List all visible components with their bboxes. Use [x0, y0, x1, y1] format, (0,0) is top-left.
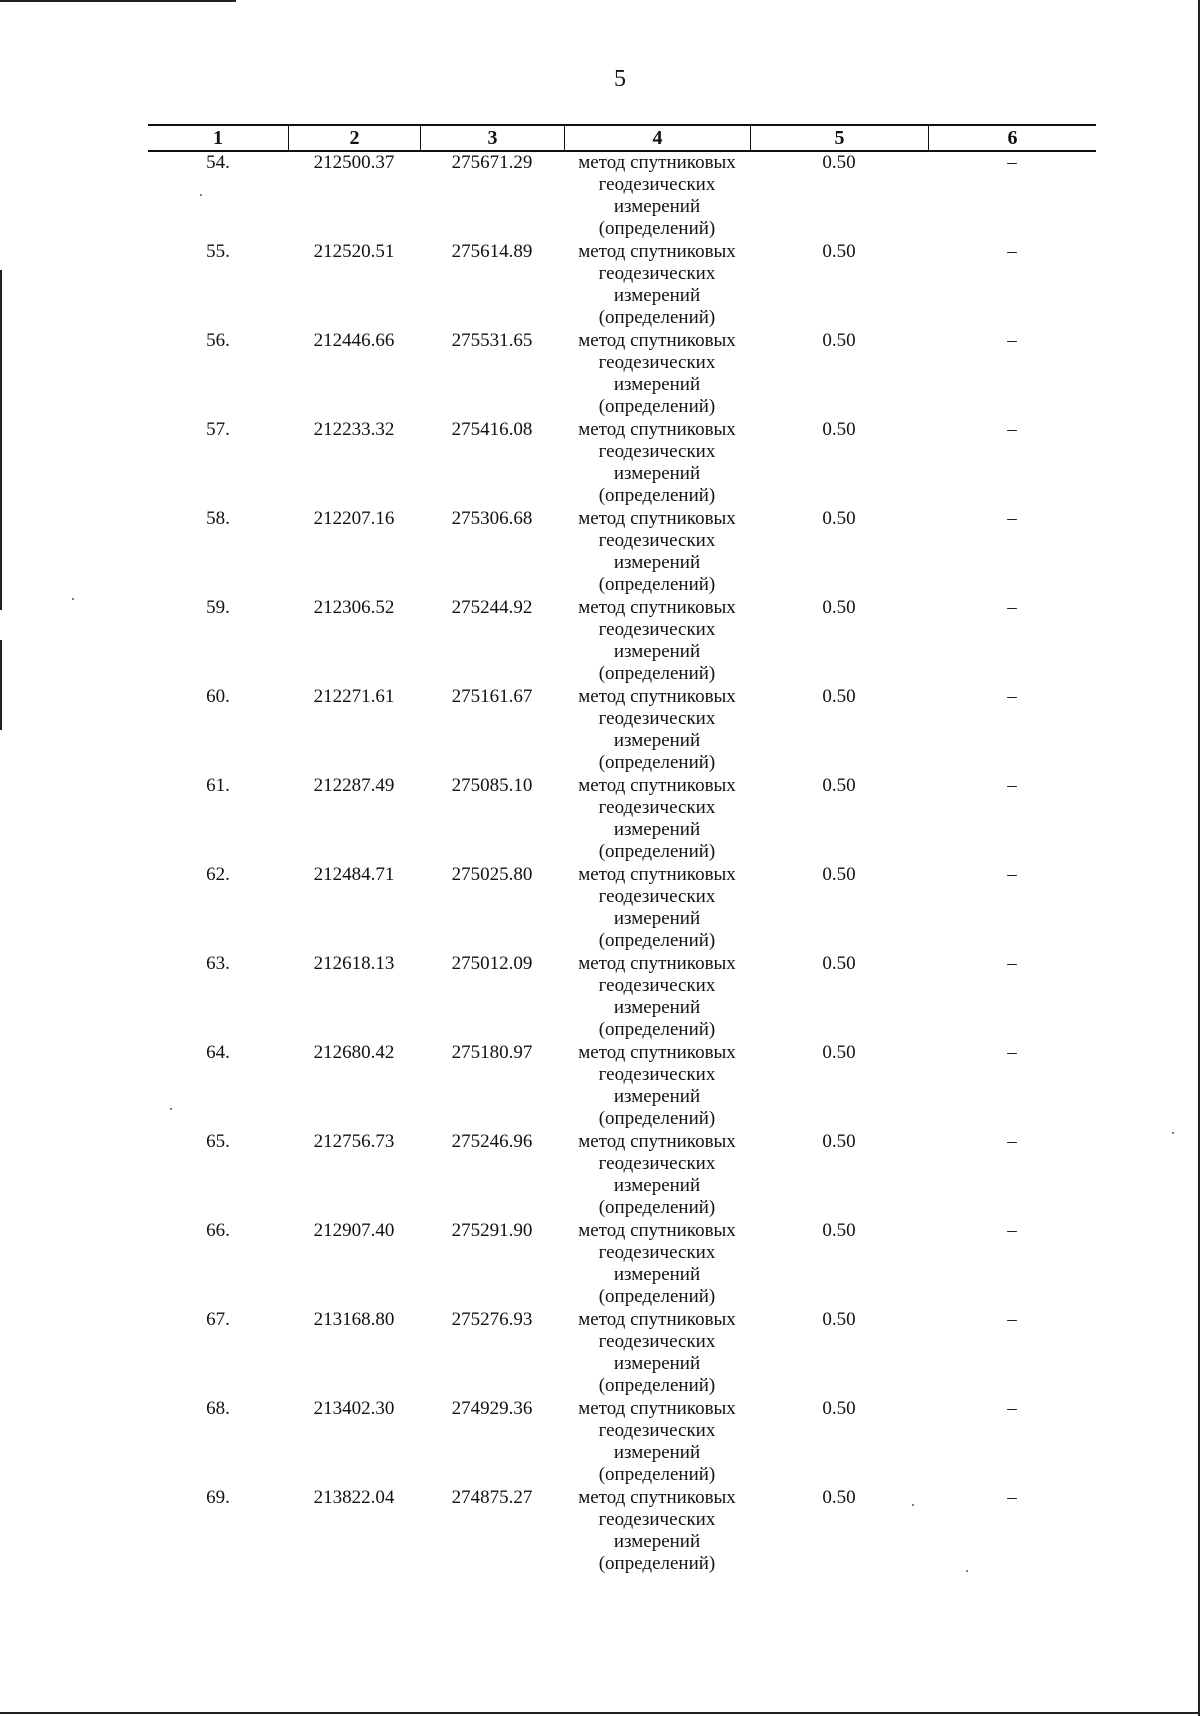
method-text-line: геодезических	[598, 975, 716, 996]
page-number: 5	[614, 66, 626, 92]
scan-speck	[170, 1108, 172, 1110]
method-text-line: геодезических	[598, 1153, 716, 1174]
table-row	[148, 1398, 1096, 1487]
coordinate-x: 212618.13	[313, 953, 395, 974]
method-text-line: (определений)	[598, 485, 716, 506]
method-cell	[564, 1398, 750, 1487]
scan-edge-left	[0, 270, 2, 610]
method-text-line: метод спутниковых	[578, 1309, 736, 1330]
method-text-line: геодезических	[598, 1509, 716, 1530]
coordinate-x: 212756.73	[313, 1131, 395, 1152]
point-number: 65.	[206, 1131, 230, 1152]
method-text-line: метод спутниковых	[578, 1220, 736, 1241]
method-text-line: (определений)	[598, 1553, 716, 1574]
method-text-line: метод спутниковых	[578, 152, 736, 173]
column-header-4: 4	[564, 126, 750, 150]
coordinate-x: 213402.30	[313, 1398, 395, 1419]
method-cell	[564, 330, 750, 419]
coordinate-y: 275276.93	[451, 1309, 533, 1330]
method-text-line: измерений	[613, 463, 701, 484]
method-cell	[564, 1042, 750, 1131]
point-number: 57.	[206, 419, 230, 440]
description-value: –	[1007, 241, 1017, 262]
method-cell	[564, 1220, 750, 1309]
coordinate-y: 275012.09	[451, 953, 533, 974]
point-number: 61.	[206, 775, 230, 796]
coordinate-y: 275671.29	[451, 152, 533, 173]
method-text-line: (определений)	[598, 1019, 716, 1040]
coordinate-x: 212500.37	[313, 152, 395, 173]
table-row	[148, 508, 1096, 597]
point-number: 56.	[206, 330, 230, 351]
method-text-line: геодезических	[598, 1064, 716, 1085]
description-value: –	[1007, 508, 1017, 529]
description-value: –	[1007, 953, 1017, 974]
method-text-line: измерений	[613, 285, 701, 306]
coordinate-x: 212233.32	[313, 419, 395, 440]
coordinate-y: 275025.80	[451, 864, 533, 885]
table-row	[148, 419, 1096, 508]
table-row	[148, 1487, 1096, 1576]
scan-edge-left-lower	[0, 640, 2, 730]
method-text-line: геодезических	[598, 530, 716, 551]
method-text-line: метод спутниковых	[578, 953, 736, 974]
description-value: –	[1007, 597, 1017, 618]
method-text-line: метод спутниковых	[578, 419, 736, 440]
method-text-line: (определений)	[598, 930, 716, 951]
coordinate-y: 275306.68	[451, 508, 533, 529]
description-value: –	[1007, 1309, 1017, 1330]
accuracy-value: 0.50	[822, 686, 856, 707]
method-text-line: геодезических	[598, 708, 716, 729]
method-cell	[564, 597, 750, 686]
method-text-line: геодезических	[598, 1242, 716, 1263]
table-row	[148, 1042, 1096, 1131]
method-text-line: (определений)	[598, 752, 716, 773]
method-text-line: (определений)	[598, 1464, 716, 1485]
column-header-2: 2	[288, 126, 420, 150]
method-cell	[564, 1487, 750, 1576]
coordinate-x: 213822.04	[313, 1487, 395, 1508]
method-text-line: (определений)	[598, 1108, 716, 1129]
point-number: 62.	[206, 864, 230, 885]
method-text-line: измерений	[613, 1086, 701, 1107]
method-text-line: измерений	[613, 730, 701, 751]
description-value: –	[1007, 419, 1017, 440]
method-text-line: метод спутниковых	[578, 1131, 736, 1152]
method-text-line: измерений	[613, 641, 701, 662]
point-number: 54.	[206, 152, 230, 173]
accuracy-value: 0.50	[822, 241, 856, 262]
method-text-line: метод спутниковых	[578, 1398, 736, 1419]
coordinates-table	[148, 124, 1096, 1576]
point-number: 66.	[206, 1220, 230, 1241]
coordinate-y: 275244.92	[451, 597, 533, 618]
scan-edge-bottom	[0, 1712, 1200, 1714]
method-text-line: (определений)	[598, 396, 716, 417]
method-text-line: геодезических	[598, 263, 716, 284]
method-text-line: измерений	[613, 374, 701, 395]
method-text-line: метод спутниковых	[578, 686, 736, 707]
method-cell	[564, 686, 750, 775]
method-text-line: метод спутниковых	[578, 1487, 736, 1508]
method-text-line: геодезических	[598, 797, 716, 818]
method-cell	[564, 1131, 750, 1220]
method-text-line: (определений)	[598, 574, 716, 595]
coordinate-x: 212484.71	[313, 864, 395, 885]
coordinate-x: 212520.51	[313, 241, 395, 262]
method-text-line: (определений)	[598, 663, 716, 684]
accuracy-value: 0.50	[822, 1220, 856, 1241]
method-cell	[564, 508, 750, 597]
method-text-line: метод спутниковых	[578, 241, 736, 262]
method-text-line: измерений	[613, 1531, 701, 1552]
method-text-line: метод спутниковых	[578, 330, 736, 351]
column-header-6: 6	[928, 126, 1096, 150]
method-cell	[564, 419, 750, 508]
table-body	[148, 152, 1096, 1576]
scan-speck	[200, 194, 202, 196]
table-row	[148, 1220, 1096, 1309]
table-header-row	[148, 124, 1096, 152]
accuracy-value: 0.50	[822, 597, 856, 618]
accuracy-value: 0.50	[822, 953, 856, 974]
coordinate-y: 275531.65	[451, 330, 533, 351]
description-value: –	[1007, 1220, 1017, 1241]
method-text-line: (определений)	[598, 218, 716, 239]
method-text-line: геодезических	[598, 174, 716, 195]
table-row	[148, 152, 1096, 241]
method-text-line: измерений	[613, 1175, 701, 1196]
method-text-line: метод спутниковых	[578, 864, 736, 885]
table-row	[148, 953, 1096, 1042]
table-row	[148, 1309, 1096, 1398]
method-text-line: измерений	[613, 997, 701, 1018]
method-cell	[564, 1309, 750, 1398]
accuracy-value: 0.50	[822, 508, 856, 529]
accuracy-value: 0.50	[822, 1131, 856, 1152]
coordinate-y: 275416.08	[451, 419, 533, 440]
method-text-line: геодезических	[598, 1331, 716, 1352]
method-cell	[564, 152, 750, 241]
scan-speck	[912, 1504, 914, 1506]
coordinate-x: 212271.61	[313, 686, 395, 707]
accuracy-value: 0.50	[822, 152, 856, 173]
point-number: 55.	[206, 241, 230, 262]
table-row	[148, 686, 1096, 775]
description-value: –	[1007, 152, 1017, 173]
method-text-line: измерений	[613, 819, 701, 840]
method-cell	[564, 864, 750, 953]
point-number: 69.	[206, 1487, 230, 1508]
column-header-5: 5	[750, 126, 928, 150]
coordinate-y: 275614.89	[451, 241, 533, 262]
accuracy-value: 0.50	[822, 1042, 856, 1063]
method-text-line: (определений)	[598, 1375, 716, 1396]
scan-speck	[72, 598, 74, 600]
method-text-line: геодезических	[598, 441, 716, 462]
point-number: 68.	[206, 1398, 230, 1419]
coordinate-y: 275180.97	[451, 1042, 533, 1063]
coordinate-y: 275291.90	[451, 1220, 533, 1241]
method-text-line: (определений)	[598, 307, 716, 328]
method-text-line: измерений	[613, 908, 701, 929]
method-text-line: измерений	[613, 1442, 701, 1463]
coordinate-y: 275161.67	[451, 686, 533, 707]
point-number: 64.	[206, 1042, 230, 1063]
coordinate-y: 274875.27	[451, 1487, 533, 1508]
method-text-line: геодезических	[598, 1420, 716, 1441]
method-text-line: измерений	[613, 196, 701, 217]
description-value: –	[1007, 1487, 1017, 1508]
coordinate-x: 212446.66	[313, 330, 395, 351]
column-header-3: 3	[420, 126, 564, 150]
table-row	[148, 597, 1096, 686]
method-text-line: измерений	[613, 1264, 701, 1285]
method-text-line: геодезических	[598, 619, 716, 640]
method-text-line: метод спутниковых	[578, 775, 736, 796]
accuracy-value: 0.50	[822, 1487, 856, 1508]
description-value: –	[1007, 1398, 1017, 1419]
accuracy-value: 0.50	[822, 864, 856, 885]
accuracy-value: 0.50	[822, 1398, 856, 1419]
point-number: 63.	[206, 953, 230, 974]
accuracy-value: 0.50	[822, 1309, 856, 1330]
method-text-line: (определений)	[598, 841, 716, 862]
scan-speck	[1172, 1132, 1174, 1134]
column-header-1: 1	[213, 127, 223, 149]
coordinate-x: 212306.52	[313, 597, 395, 618]
accuracy-value: 0.50	[822, 775, 856, 796]
coordinate-x: 212907.40	[313, 1220, 395, 1241]
table-row	[148, 241, 1096, 330]
method-text-line: измерений	[613, 552, 701, 573]
coordinate-x: 212287.49	[313, 775, 395, 796]
method-text-line: геодезических	[598, 352, 716, 373]
method-text-line: метод спутниковых	[578, 1042, 736, 1063]
scan-edge-top	[0, 0, 236, 2]
method-cell	[564, 775, 750, 864]
point-number: 67.	[206, 1309, 230, 1330]
method-text-line: метод спутниковых	[578, 597, 736, 618]
accuracy-value: 0.50	[822, 330, 856, 351]
method-text-line: (определений)	[598, 1197, 716, 1218]
accuracy-value: 0.50	[822, 419, 856, 440]
coordinate-y: 275246.96	[451, 1131, 533, 1152]
method-text-line: метод спутниковых	[578, 508, 736, 529]
table-row	[148, 1131, 1096, 1220]
description-value: –	[1007, 1131, 1017, 1152]
coordinate-y: 275085.10	[451, 775, 533, 796]
description-value: –	[1007, 775, 1017, 796]
point-number: 59.	[206, 597, 230, 618]
table-row	[148, 330, 1096, 419]
method-text-line: измерений	[613, 1353, 701, 1374]
description-value: –	[1007, 686, 1017, 707]
coordinate-x: 213168.80	[313, 1309, 395, 1330]
method-cell	[564, 241, 750, 330]
coordinate-y: 274929.36	[451, 1398, 533, 1419]
method-cell	[564, 953, 750, 1042]
description-value: –	[1007, 330, 1017, 351]
table-row	[148, 864, 1096, 953]
table-row	[148, 775, 1096, 864]
description-value: –	[1007, 1042, 1017, 1063]
coordinate-x: 212207.16	[313, 508, 395, 529]
method-text-line: геодезических	[598, 886, 716, 907]
description-value: –	[1007, 864, 1017, 885]
point-number: 58.	[206, 508, 230, 529]
coordinate-x: 212680.42	[313, 1042, 395, 1063]
method-text-line: (определений)	[598, 1286, 716, 1307]
scan-speck	[966, 1570, 968, 1572]
point-number: 60.	[206, 686, 230, 707]
